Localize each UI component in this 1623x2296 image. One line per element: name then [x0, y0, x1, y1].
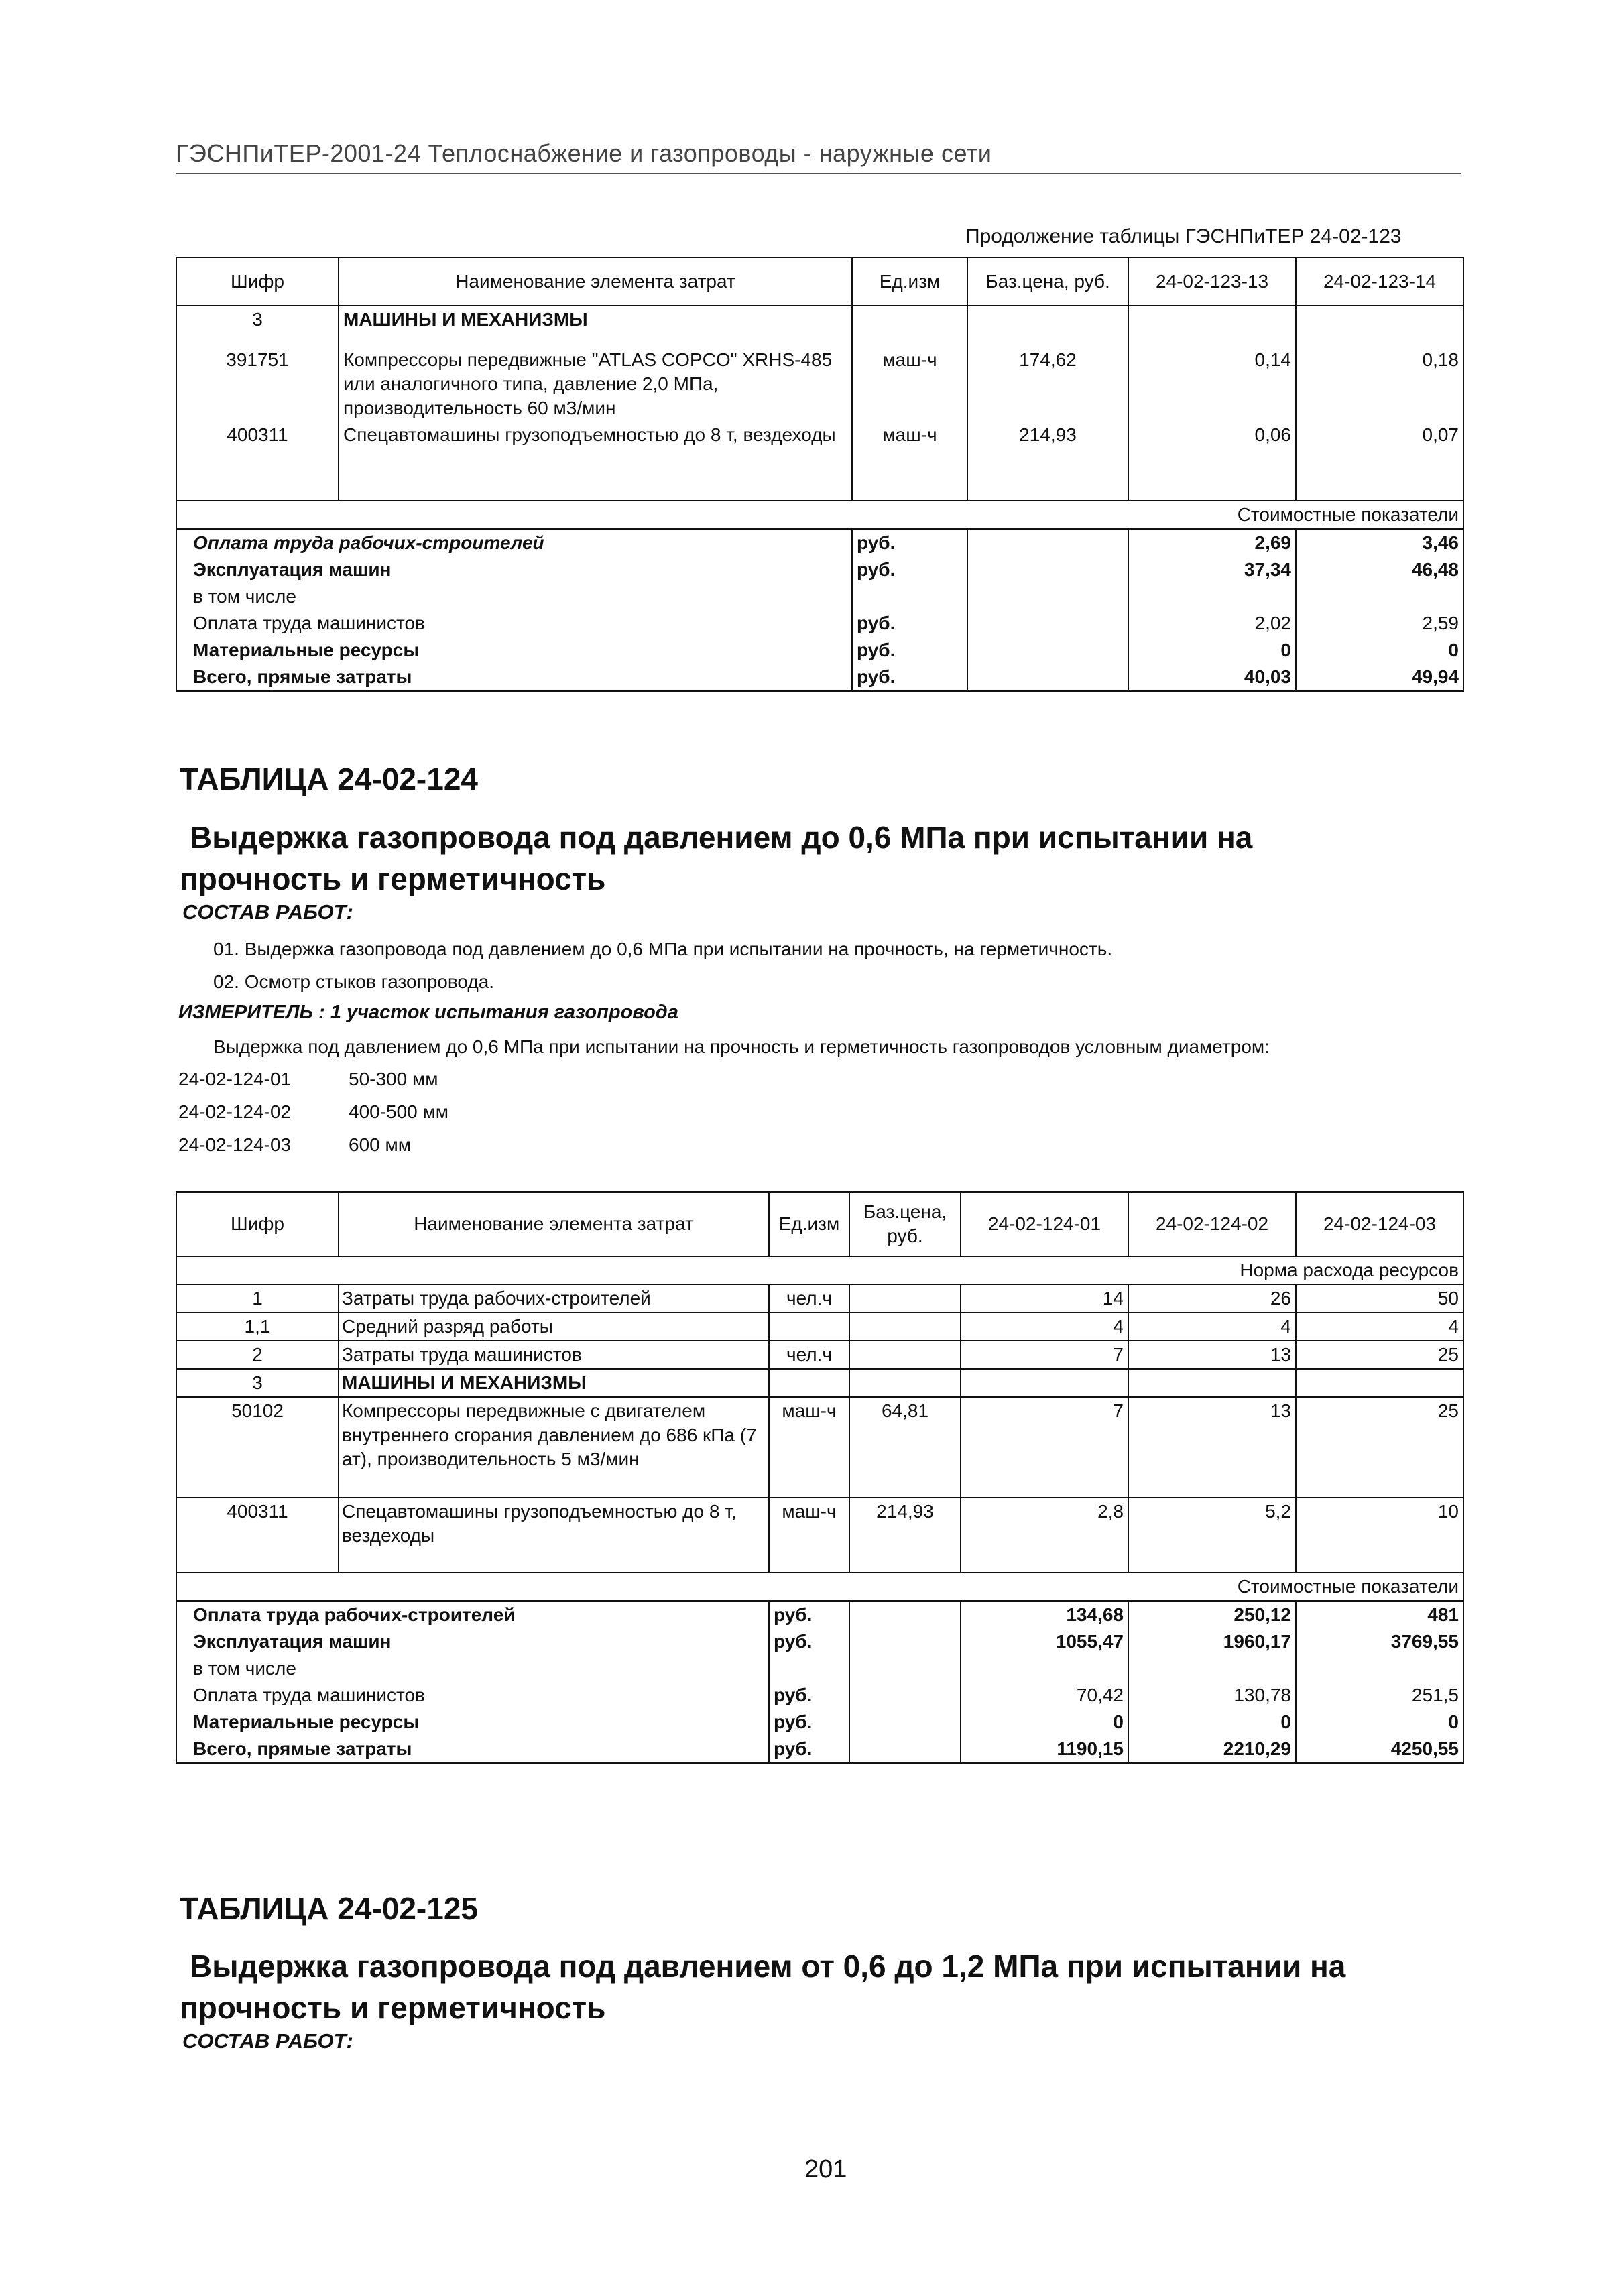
table-subtitle-124-line2: прочность и герметичность	[180, 861, 606, 896]
row-value-1: 7	[961, 1341, 1128, 1369]
summary-value-3: 4250,55	[1296, 1736, 1463, 1763]
table-header-row	[176, 257, 1463, 306]
variant-code-01: 24-02-124-01	[178, 1069, 292, 1089]
summary-value-1	[961, 1655, 1128, 1682]
summary-price-empty	[967, 610, 1128, 637]
summary-value-1: 2,69	[1128, 529, 1296, 556]
summary-price-empty	[849, 1601, 961, 1628]
row-price	[849, 1369, 961, 1397]
table-row	[176, 1369, 1463, 1397]
table-row	[176, 1284, 1463, 1313]
summary-price-empty	[849, 1709, 961, 1736]
col-header-code: Шифр	[176, 257, 339, 306]
summary-value-1: 0	[1128, 637, 1296, 664]
summary-value-2: 46,48	[1296, 556, 1463, 583]
row-price: 174,62	[967, 333, 1128, 422]
summary-label: Всего, прямые затраты	[176, 1736, 769, 1763]
row-value-1: 14	[961, 1284, 1128, 1313]
summary-row	[176, 1655, 1463, 1682]
col-header-variant-3: 24-02-124-03	[1296, 1192, 1463, 1256]
row-name: МАШИНЫ И МЕХАНИЗМЫ	[339, 1369, 769, 1397]
summary-label: Оплата труда машинистов	[176, 610, 852, 637]
row-value-1: 2,8	[961, 1498, 1128, 1573]
summary-value-3: 0	[1296, 1709, 1463, 1736]
summary-value-2: 130,78	[1128, 1682, 1296, 1709]
summary-label: в том числе	[176, 1655, 769, 1682]
col-header-unit: Ед.изм	[852, 257, 967, 306]
row-value-3: 4	[1296, 1313, 1463, 1341]
table-row	[176, 1498, 1463, 1573]
col-header-unit: Ед.изм	[769, 1192, 849, 1256]
summary-value-1: 2,02	[1128, 610, 1296, 637]
row-name: Спецавтомашины грузоподъемностью до 8 т, вездеходы	[339, 422, 852, 501]
header-rule	[176, 173, 1461, 174]
summary-unit: руб.	[852, 556, 967, 583]
works-label-124: СОСТАВ РАБОТ:	[182, 900, 353, 924]
row-value-3	[1296, 1369, 1463, 1397]
summary-price-empty	[967, 556, 1128, 583]
summary-value-3: 3769,55	[1296, 1628, 1463, 1655]
summary-label: Материальные ресурсы	[176, 1709, 769, 1736]
summary-row	[176, 637, 1463, 664]
summary-value-3: 251,5	[1296, 1682, 1463, 1709]
summary-unit: руб.	[769, 1682, 849, 1709]
table-row	[176, 1341, 1463, 1369]
section-code: 3	[176, 306, 339, 333]
col-header-price: Баз.цена, руб.	[849, 1192, 961, 1256]
row-name: Средний разряд работы	[339, 1313, 769, 1341]
summary-label: в том числе	[176, 583, 852, 610]
cost-indicators-label: Стоимостные показатели	[176, 1573, 1463, 1601]
summary-value-2	[1296, 583, 1463, 610]
summary-row	[176, 1601, 1463, 1628]
row-unit	[769, 1313, 849, 1341]
row-price: 64,81	[849, 1397, 961, 1498]
col-header-variant-2: 24-02-123-14	[1296, 257, 1463, 306]
summary-value-1: 1190,15	[961, 1736, 1128, 1763]
summary-price-empty	[849, 1736, 961, 1763]
summary-unit: руб.	[852, 637, 967, 664]
summary-price-empty	[967, 637, 1128, 664]
summary-label: Оплата труда машинистов	[176, 1682, 769, 1709]
norm-label: Норма расхода ресурсов	[176, 1256, 1463, 1284]
row-code: 1,1	[176, 1313, 339, 1341]
row-value-3: 50	[1296, 1284, 1463, 1313]
row-value-2: 0,18	[1296, 333, 1463, 422]
summary-unit: руб.	[852, 610, 967, 637]
table-row	[176, 1397, 1463, 1498]
summary-row	[176, 610, 1463, 637]
summary-label: Материальные ресурсы	[176, 637, 852, 664]
row-value-2: 26	[1128, 1284, 1296, 1313]
summary-row	[176, 1709, 1463, 1736]
summary-label: Эксплуатация машин	[176, 1628, 769, 1655]
summary-unit: руб.	[769, 1709, 849, 1736]
summary-label: Оплата труда рабочих-строителей	[176, 529, 852, 556]
variant-value-02: 400-500 мм	[349, 1101, 449, 1122]
summary-price-empty	[967, 529, 1128, 556]
row-value-2: 13	[1128, 1397, 1296, 1498]
summary-value-1: 37,34	[1128, 556, 1296, 583]
row-unit: маш-ч	[852, 333, 967, 422]
row-code: 50102	[176, 1397, 339, 1498]
work-item-01: 01. Выдержка газопровода под давлением до 0,6 МПа при испытании на прочность, на герметичность.	[213, 939, 1113, 959]
table-subtitle-124-line1: Выдержка газопровода под давлением до 0,6 МПа при испытании на	[190, 820, 1253, 855]
row-value-1: 0,06	[1128, 422, 1296, 501]
summary-row	[176, 529, 1463, 556]
row-price: 214,93	[849, 1498, 961, 1573]
row-value-2	[1128, 1369, 1296, 1397]
row-unit: маш-ч	[852, 422, 967, 501]
row-value-2: 0,07	[1296, 422, 1463, 501]
row-unit: чел.ч	[769, 1341, 849, 1369]
row-value-2: 13	[1128, 1341, 1296, 1369]
col-header-variant-1: 24-02-124-01	[961, 1192, 1128, 1256]
work-item-02: 02. Осмотр стыков газопровода.	[213, 971, 495, 992]
variant-value-03: 600 мм	[349, 1134, 411, 1155]
table-header-row	[176, 1192, 1463, 1256]
row-name: Компрессоры передвижные с двигателем внутреннего сгорания давлением до 686 кПа (7 ат), производительность 5 м3/мин	[339, 1397, 769, 1498]
row-price	[849, 1284, 961, 1313]
summary-row	[176, 1682, 1463, 1709]
summary-unit: руб.	[852, 664, 967, 691]
summary-value-2: 2210,29	[1128, 1736, 1296, 1763]
col-header-name: Наименование элемента затрат	[339, 257, 852, 306]
row-value-1: 0,14	[1128, 333, 1296, 422]
summary-value-2: 2,59	[1296, 610, 1463, 637]
table-title-124: ТАБЛИЦА 24-02-124	[180, 762, 478, 796]
works-label-125: СОСТАВ РАБОТ:	[182, 2029, 353, 2053]
row-name: Затраты труда рабочих-строителей	[339, 1284, 769, 1313]
running-header: ГЭСНПиТЕР-2001-24 Теплоснабжение и газопроводы - наружные сети	[176, 139, 992, 167]
cost-indicators-label: Стоимостные показатели	[176, 501, 1463, 529]
row-name: Компрессоры передвижные "ATLAS COPCO" XRHS-485 или аналогичного типа, давление 2,0 МПа, производительность 60 м3/мин	[339, 333, 852, 422]
summary-price-empty	[849, 1682, 961, 1709]
row-unit: маш-ч	[769, 1498, 849, 1573]
summary-value-1: 134,68	[961, 1601, 1128, 1628]
summary-value-2: 0	[1296, 637, 1463, 664]
row-price: 214,93	[967, 422, 1128, 501]
summary-unit: руб.	[769, 1601, 849, 1628]
variant-code-02: 24-02-124-02	[178, 1101, 292, 1122]
summary-price-empty	[967, 583, 1128, 610]
row-value-1	[961, 1369, 1128, 1397]
summary-price-empty	[849, 1655, 961, 1682]
col-header-code: Шифр	[176, 1192, 339, 1256]
summary-unit: руб.	[852, 529, 967, 556]
resource-table-24-02-123	[176, 257, 1464, 692]
row-code: 1	[176, 1284, 339, 1313]
summary-row	[176, 664, 1463, 691]
row-unit: чел.ч	[769, 1284, 849, 1313]
summary-value-2: 49,94	[1296, 664, 1463, 691]
row-name: Затраты труда машинистов	[339, 1341, 769, 1369]
row-code: 400311	[176, 1498, 339, 1573]
variants-description: Выдержка под давлением до 0,6 МПа при испытании на прочность и герметичность газопроводов условным диаметром:	[213, 1036, 1270, 1057]
summary-label: Эксплуатация машин	[176, 556, 852, 583]
summary-unit: руб.	[769, 1736, 849, 1763]
row-unit: маш-ч	[769, 1397, 849, 1498]
resource-table-24-02-124	[176, 1191, 1464, 1764]
row-price	[849, 1341, 961, 1369]
summary-label: Оплата труда рабочих-строителей	[176, 1601, 769, 1628]
table-row	[176, 333, 1463, 422]
summary-value-2: 3,46	[1296, 529, 1463, 556]
row-value-3: 25	[1296, 1397, 1463, 1498]
table-subtitle-125-line2: прочность и герметичность	[180, 1990, 606, 2025]
summary-value-1: 0	[961, 1709, 1128, 1736]
summary-price-empty	[849, 1628, 961, 1655]
cost-indicators-row	[176, 1573, 1463, 1601]
variant-value-01: 50-300 мм	[349, 1069, 438, 1089]
summary-label: Всего, прямые затраты	[176, 664, 852, 691]
variant-code-03: 24-02-124-03	[178, 1134, 292, 1155]
summary-value-1: 40,03	[1128, 664, 1296, 691]
summary-row	[176, 1628, 1463, 1655]
table-continuation-caption: Продолжение таблицы ГЭСНПиТЕР 24-02-123	[965, 225, 1402, 247]
cost-indicators-row	[176, 501, 1463, 529]
row-code: 400311	[176, 422, 339, 501]
summary-unit	[769, 1655, 849, 1682]
norm-row	[176, 1256, 1463, 1284]
summary-value-1	[1128, 583, 1296, 610]
table-subtitle-125-line1: Выдержка газопровода под давлением от 0,6 до 1,2 МПа при испытании на	[190, 1949, 1346, 1984]
row-price	[849, 1313, 961, 1341]
summary-value-2: 250,12	[1128, 1601, 1296, 1628]
summary-row	[176, 556, 1463, 583]
row-unit	[769, 1369, 849, 1397]
table-row	[176, 422, 1463, 501]
row-value-1: 7	[961, 1397, 1128, 1498]
col-header-name: Наименование элемента затрат	[339, 1192, 769, 1256]
summary-value-1: 1055,47	[961, 1628, 1128, 1655]
row-value-1: 4	[961, 1313, 1128, 1341]
row-value-3: 25	[1296, 1341, 1463, 1369]
summary-unit: руб.	[769, 1628, 849, 1655]
col-header-price: Баз.цена, руб.	[967, 257, 1128, 306]
page-number: 201	[804, 2155, 847, 2183]
summary-value-2	[1128, 1655, 1296, 1682]
row-name: Спецавтомашины грузоподъемностью до 8 т, вездеходы	[339, 1498, 769, 1573]
table-title-125: ТАБЛИЦА 24-02-125	[180, 1891, 478, 1926]
row-value-3: 10	[1296, 1498, 1463, 1573]
col-header-variant-1: 24-02-123-13	[1128, 257, 1296, 306]
summary-value-2: 0	[1128, 1709, 1296, 1736]
col-header-variant-2: 24-02-124-02	[1128, 1192, 1296, 1256]
summary-value-3: 481	[1296, 1601, 1463, 1628]
row-code: 2	[176, 1341, 339, 1369]
summary-row	[176, 583, 1463, 610]
section-title: МАШИНЫ И МЕХАНИЗМЫ	[339, 306, 852, 333]
row-code: 391751	[176, 333, 339, 422]
row-code: 3	[176, 1369, 339, 1397]
summary-value-2: 1960,17	[1128, 1628, 1296, 1655]
row-value-2: 4	[1128, 1313, 1296, 1341]
table-row	[176, 1313, 1463, 1341]
table-row	[176, 306, 1463, 333]
summary-unit	[852, 583, 967, 610]
row-value-2: 5,2	[1128, 1498, 1296, 1573]
summary-row	[176, 1736, 1463, 1763]
meter-label-124: ИЗМЕРИТЕЛЬ : 1 участок испытания газопровода	[178, 1002, 678, 1023]
summary-value-3	[1296, 1655, 1463, 1682]
summary-value-1: 70,42	[961, 1682, 1128, 1709]
summary-price-empty	[967, 664, 1128, 691]
